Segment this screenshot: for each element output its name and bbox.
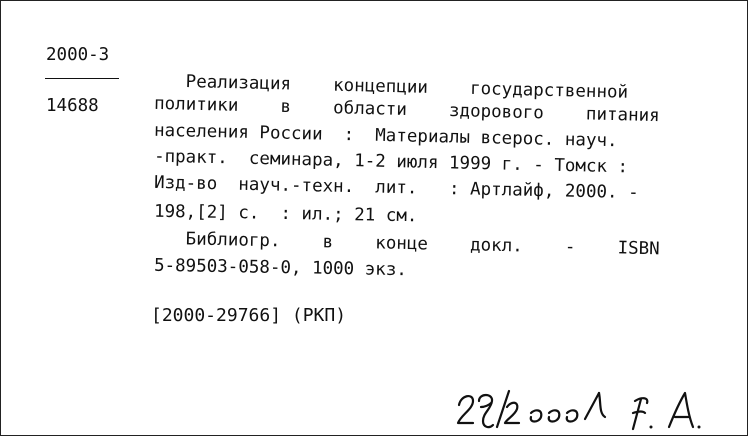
- description-line: Реализация концепции государственной: [153, 71, 629, 103]
- handwritten-note-text: [1, 1, 2, 2]
- description-line: населения России : Материалы всерос. науч.: [153, 120, 618, 152]
- inventory-number: 14688: [46, 96, 99, 116]
- year-code: 2000-3: [46, 45, 110, 65]
- description-line: -практ. семинара, 1-2 июля 1999 г. - Томск :: [153, 146, 629, 178]
- description-line: политики в области здорового питания: [153, 93, 660, 127]
- registration-number: [2000-29766] (РКП): [151, 305, 347, 326]
- note-line: 5-89503-058-0, 1000 экз.: [153, 255, 408, 281]
- note-line: Библиогр. в конце докл. - ISBN: [153, 228, 660, 260]
- header-divider: [45, 78, 119, 79]
- description-line: 198,[2] с. : ил.; 21 см.: [153, 201, 418, 227]
- description-line: Изд-во науч.-техн. лит. : Артлайф, 2000. -: [153, 172, 639, 204]
- handwritten-note-signature: [449, 383, 719, 433]
